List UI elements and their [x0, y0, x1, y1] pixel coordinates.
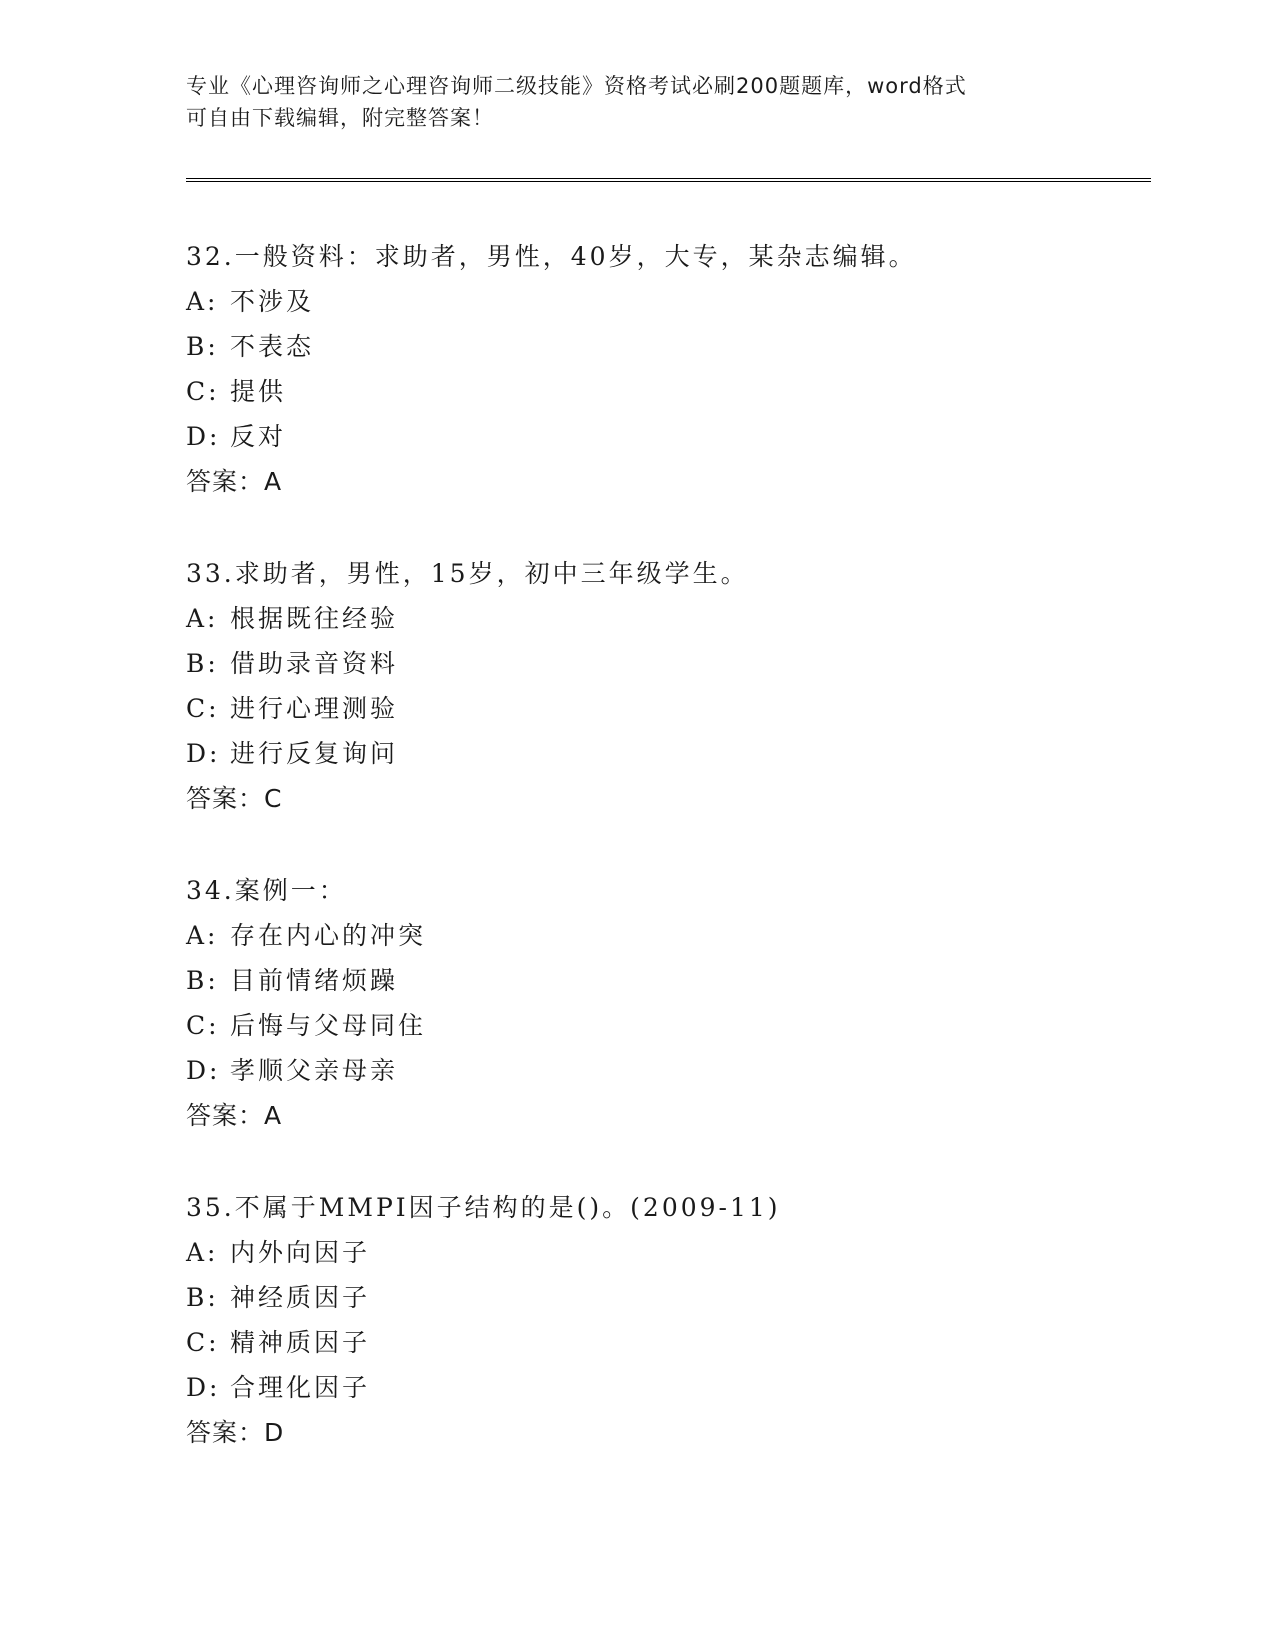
- option-text: 提供: [230, 377, 287, 406]
- option-key: C:: [186, 1328, 220, 1357]
- option-key: A:: [186, 287, 219, 316]
- option-c: [186, 369, 1151, 414]
- option-c: [186, 1320, 1151, 1365]
- question-33: [186, 551, 1151, 821]
- option-key: D:: [186, 739, 221, 768]
- question-34: [186, 868, 1151, 1138]
- option-d: [186, 1365, 1151, 1410]
- option-d: [186, 731, 1151, 776]
- option-key: C:: [186, 1011, 220, 1040]
- option-text: 内外向因子: [230, 1238, 371, 1267]
- option-a: [186, 1230, 1151, 1275]
- option-key: B:: [186, 649, 219, 678]
- question-stem: 35.不属于MMPI因子结构的是()。(2009-11): [186, 1193, 781, 1222]
- option-a: [186, 596, 1151, 641]
- document-header: [186, 70, 1066, 134]
- header-double-rule: [186, 178, 1151, 182]
- option-text: 根据既往经验: [230, 604, 399, 633]
- question-list: [186, 234, 1151, 1502]
- option-c: [186, 686, 1151, 731]
- option-text: 不表态: [230, 332, 315, 361]
- answer-line: 答案：A: [186, 1101, 283, 1130]
- option-c: [186, 1003, 1151, 1048]
- option-text: 后悔与父母同住: [230, 1011, 427, 1040]
- option-b: [186, 958, 1151, 1003]
- option-key: D:: [186, 1056, 221, 1085]
- option-key: B:: [186, 332, 219, 361]
- option-key: A:: [186, 921, 219, 950]
- option-text: 进行反复询问: [230, 739, 399, 768]
- option-text: 孝顺父亲母亲: [230, 1056, 399, 1085]
- option-key: B:: [186, 966, 219, 995]
- header-line-2: 可自由下载编辑，附完整答案！: [186, 106, 494, 130]
- option-b: [186, 1275, 1151, 1320]
- option-text: 神经质因子: [230, 1283, 371, 1312]
- option-key: C:: [186, 694, 220, 723]
- document-page: [186, 70, 1151, 1447]
- option-key: D:: [186, 1373, 221, 1402]
- option-key: B:: [186, 1283, 219, 1312]
- answer-line: 答案：D: [186, 1418, 285, 1447]
- option-text: 合理化因子: [230, 1373, 371, 1402]
- question-stem: 32.一般资料：求助者，男性，40岁，大专，某杂志编辑。: [186, 242, 917, 271]
- header-line-1: 专业《心理咨询师之心理咨询师二级技能》资格考试必刷200题题库，word格式: [186, 74, 967, 98]
- question-35: [186, 1185, 1151, 1455]
- answer-line: 答案：A: [186, 467, 283, 496]
- option-text: 精神质因子: [230, 1328, 371, 1357]
- option-key: A:: [186, 604, 219, 633]
- option-key: A:: [186, 1238, 219, 1267]
- option-text: 目前情绪烦躁: [230, 966, 399, 995]
- answer-line: 答案：C: [186, 784, 283, 813]
- option-key: D:: [186, 422, 221, 451]
- option-text: 进行心理测验: [230, 694, 399, 723]
- option-d: [186, 1048, 1151, 1093]
- option-a: [186, 279, 1151, 324]
- question-stem: 34.案例一：: [186, 876, 347, 905]
- option-text: 不涉及: [230, 287, 315, 316]
- option-b: [186, 641, 1151, 686]
- option-text: 反对: [230, 422, 287, 451]
- option-b: [186, 324, 1151, 369]
- option-text: 存在内心的冲突: [230, 921, 427, 950]
- question-32: [186, 234, 1151, 504]
- option-a: [186, 913, 1151, 958]
- question-stem: 33.求助者，男性，15岁，初中三年级学生。: [186, 559, 749, 588]
- option-key: C:: [186, 377, 220, 406]
- option-text: 借助录音资料: [230, 649, 399, 678]
- option-d: [186, 414, 1151, 459]
